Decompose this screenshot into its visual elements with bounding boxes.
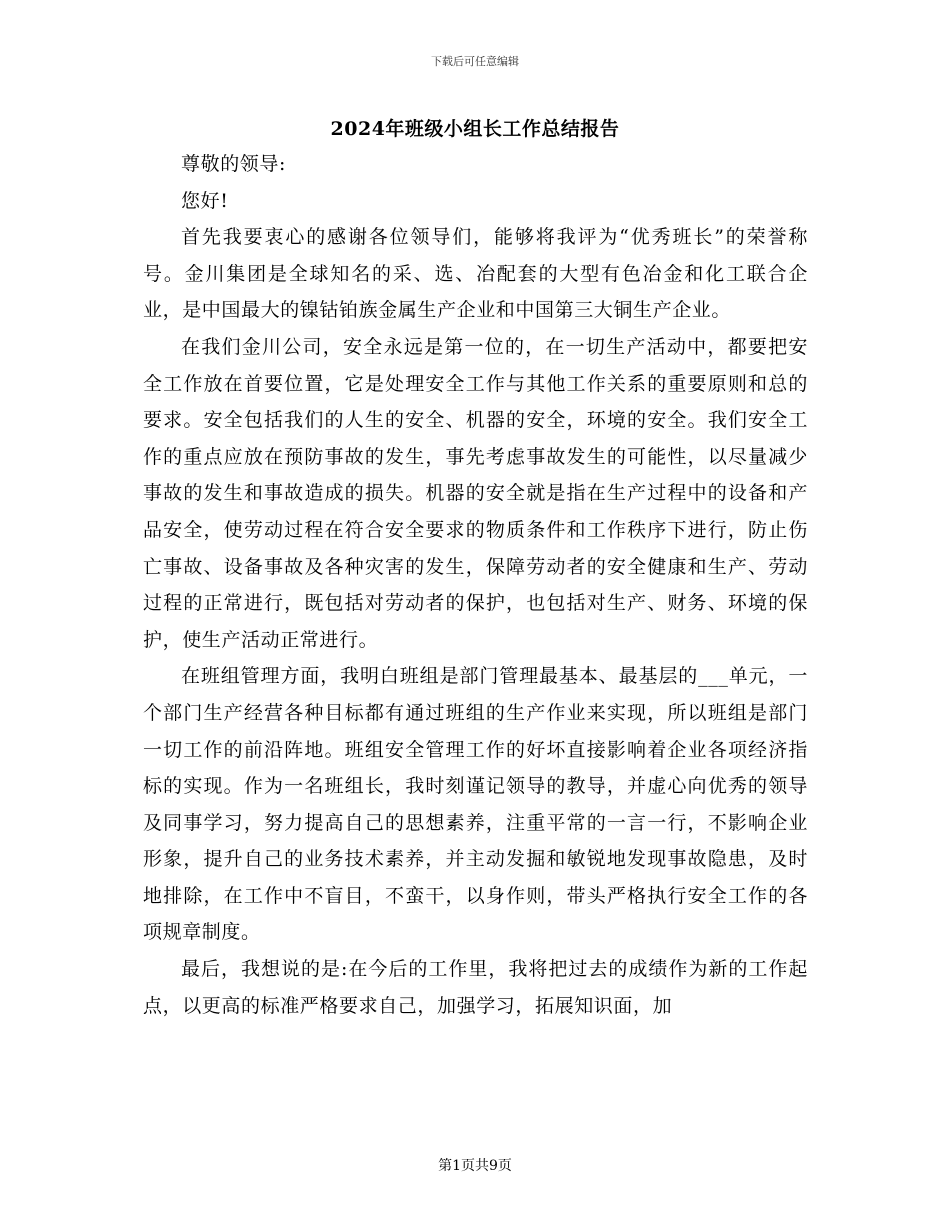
page-number: 第1页共9页 bbox=[438, 1158, 512, 1174]
body-paragraph-team-management: 在班组管理方面，我明白班组是部门管理最基本、最基层的___单元，一个部门生产经营各种目标都有通过班组的生产作业来实现，所以班组是部门一切工作的前沿阵地。班组安全管理工作的好坏直接影响着企业各项经济指标的实现。作为一名班组长，我时刻谨记领导的教导，并虚心向优秀的领导及同事学习，努力提高自己的思想素养，注重平常的一言一行，不影响企业形象，提升自己的业务技术素养，并主动发掘和敏锐地发现事故隐患，及时地排除，在工作中不盲目，不蛮干，以身作则，带头严格执行安全工作的各项规章制度。 bbox=[143, 665, 808, 944]
document-body bbox=[143, 146, 808, 1024]
greeting: 您好! bbox=[181, 189, 229, 212]
document-title: 2024年班级小组长工作总结报告 bbox=[330, 118, 620, 140]
salutation: 尊敬的领导: bbox=[181, 153, 287, 175]
body-paragraph-closing: 最后，我想说的是:在今后的工作里，我将把过去的成绩作为新的工作起点，以更高的标准严格要求自己，加强学习，拓展知识面，加 bbox=[143, 958, 808, 1017]
body-paragraph-thanks: 首先我要衷心的感谢各位领导们，能够将我评为“优秀班长”的荣誉称号。金川集团是全球知名的采、选、冶配套的大型有色冶金和化工联合企业，是中国最大的镍钴铂族金属生产企业和中国第三大铜生产企业。 bbox=[143, 226, 808, 322]
header-note: 下载后可任意编辑 bbox=[431, 55, 519, 68]
body-paragraph-safety: 在我们金川公司，安全永远是第一位的，在一切生产活动中，都要把安全工作放在首要位置，它是处理安全工作与其他工作关系的重要原则和总的要求。安全包括我们的人生的安全、机器的安全，环境的安全。我们安全工作的重点应放在预防事故的发生，事先考虑事故发生的可能性，以尽量减少事故的发生和事故造成的损失。机器的安全就是指在生产过程中的设备和产品安全，使劳动过程在符合安全要求的物质条件和工作秩序下进行，防止伤亡事故、设备事故及各种灾害的发生，保障劳动者的安全健康和生产、劳动过程的正常进行，既包括对劳动者的保护，也包括对生产、财务、环境的保护，使生产活动正常进行。 bbox=[143, 335, 808, 651]
